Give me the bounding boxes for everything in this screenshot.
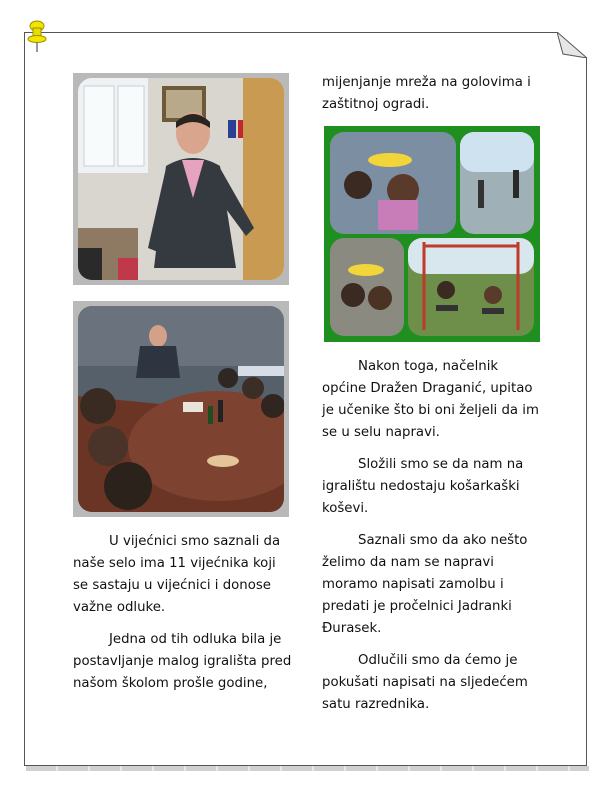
right-paragraph-1: Nakon toga, načelnik općine Dražen Draganić, upitao je učenike što bi oni željeli da im se u selu napravi. — [322, 359, 539, 440]
photo-man-in-office — [73, 73, 289, 285]
photo-playground-collage — [324, 126, 540, 342]
right-paragraph-2: Složili smo se da nam na igralištu nedostaju košarkaški koševi. — [322, 457, 524, 516]
page-corner-fold — [557, 32, 587, 58]
left-paragraph-2: Jedna od tih odluka bila je postavljanje malog igrališta pred našom školom prošle godine, — [73, 632, 292, 691]
right-column-intro — [322, 72, 544, 126]
pushpin-icon — [26, 20, 48, 54]
page-shadow — [26, 766, 589, 771]
photo-students-at-table — [73, 301, 289, 517]
right-intro-text: mijenjanje mreža na golovima i zaštitnoj ogradi. — [322, 75, 531, 112]
right-paragraph-4: Odlučili smo da ćemo je pokušati napisati na sljedećem satu razrednika. — [322, 653, 528, 712]
right-column-text — [322, 356, 544, 726]
left-column-text — [73, 531, 295, 705]
right-paragraph-3: Saznali smo da ako nešto želimo da nam se napravi moramo napisati zamolbu i predati je pročelnici Jadranki Đurasek. — [322, 533, 528, 636]
left-paragraph-1: U vijećnici smo saznali da naše selo ima 11 vijećnika koji se sastaju u vijećnici i donose važne odluke. — [73, 534, 281, 615]
